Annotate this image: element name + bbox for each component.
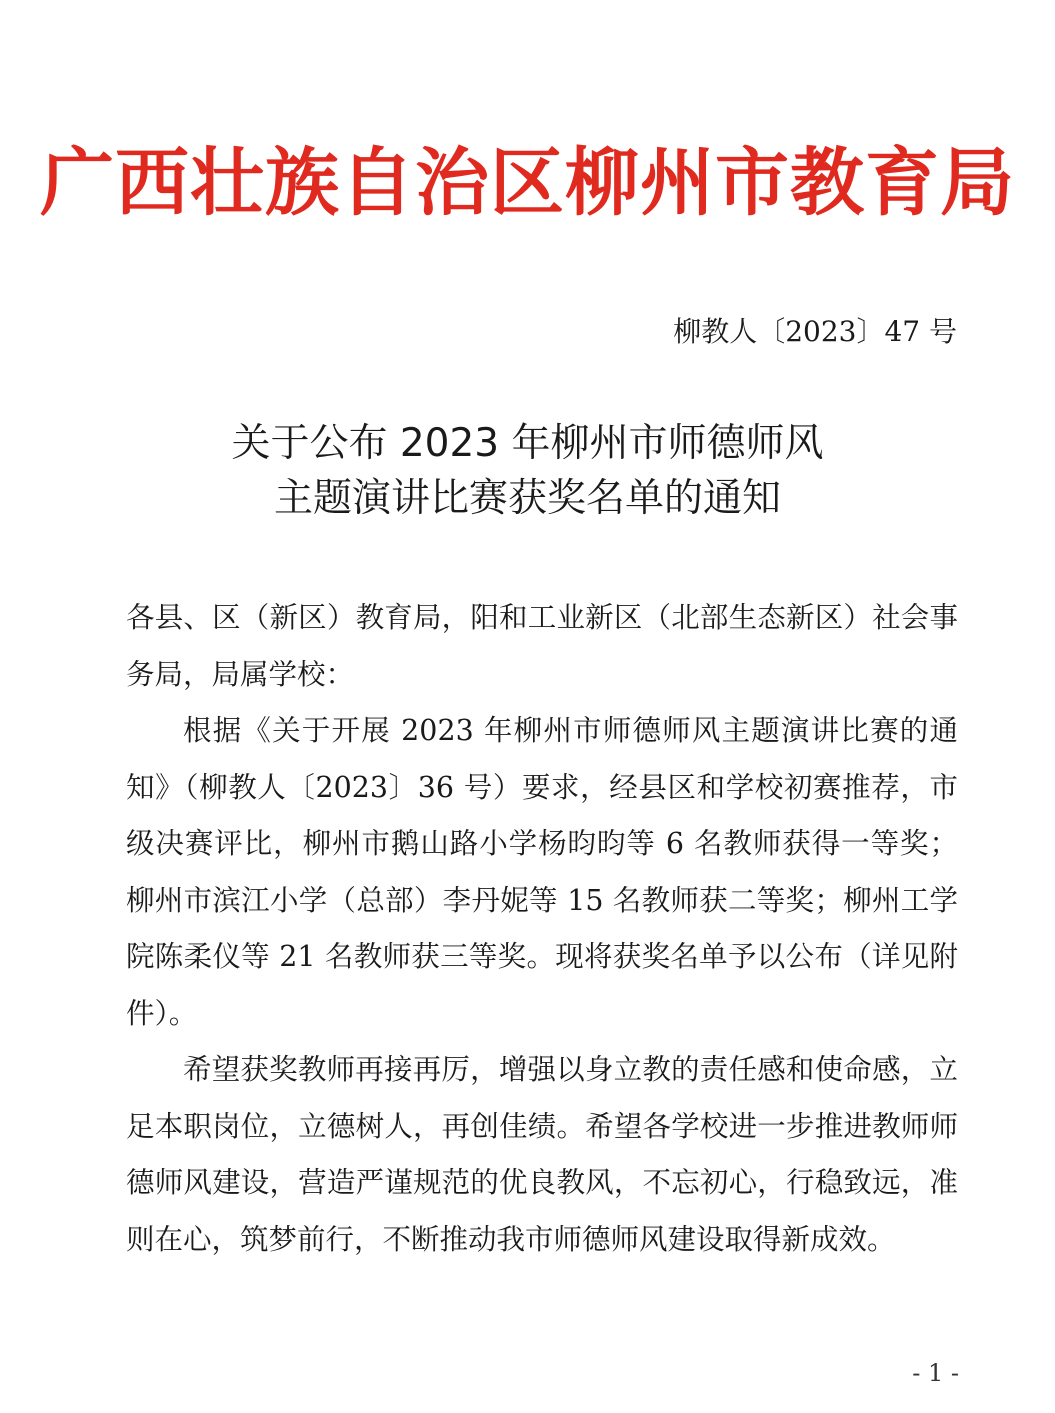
addressee: 各县、区（新区）教育局，阳和工业新区（北部生态新区）社会事务局，局属学校： — [126, 601, 958, 691]
body-paragraph-1: 根据《关于开展 2023 年柳州市师德师风主题演讲比赛的通知》（柳教人〔2023〕36 号）要求，经县区和学校初赛推荐，市级决赛评比，柳州市鹅山路小学杨昀昀等 6 名教师获得一等奖；柳州市滨江小学（总部）李丹妮等 15 名教师获二等奖；柳州工学院陈柔仪等 21 名教师获三等奖。现将获奖名单予以公布（详见附件）。 — [126, 714, 958, 1030]
notice-title-line-2: 主题演讲比赛获奖名单的通知 — [273, 476, 781, 521]
notice-title-line-1: 关于公布 2023 年柳州市师德师风 — [231, 421, 824, 466]
document-body — [126, 590, 958, 1268]
notice-title — [0, 416, 1055, 526]
document-number: 柳教人〔2023〕47 号 — [673, 315, 957, 348]
page-number: - 1 - — [912, 1359, 959, 1387]
issuer-header: 广西壮族自治区柳州市教育局 — [40, 140, 1015, 226]
body-paragraph-2: 希望获奖教师再接再厉，增强以身立教的责任感和使命感，立足本职岗位，立德树人，再创佳绩。希望各学校进一步推进教师师德师风建设，营造严谨规范的优良教风，不忘初心，行稳致远，准则在心，筑梦前行，不断推动我市师德师风建设取得新成效。 — [126, 1053, 958, 1256]
